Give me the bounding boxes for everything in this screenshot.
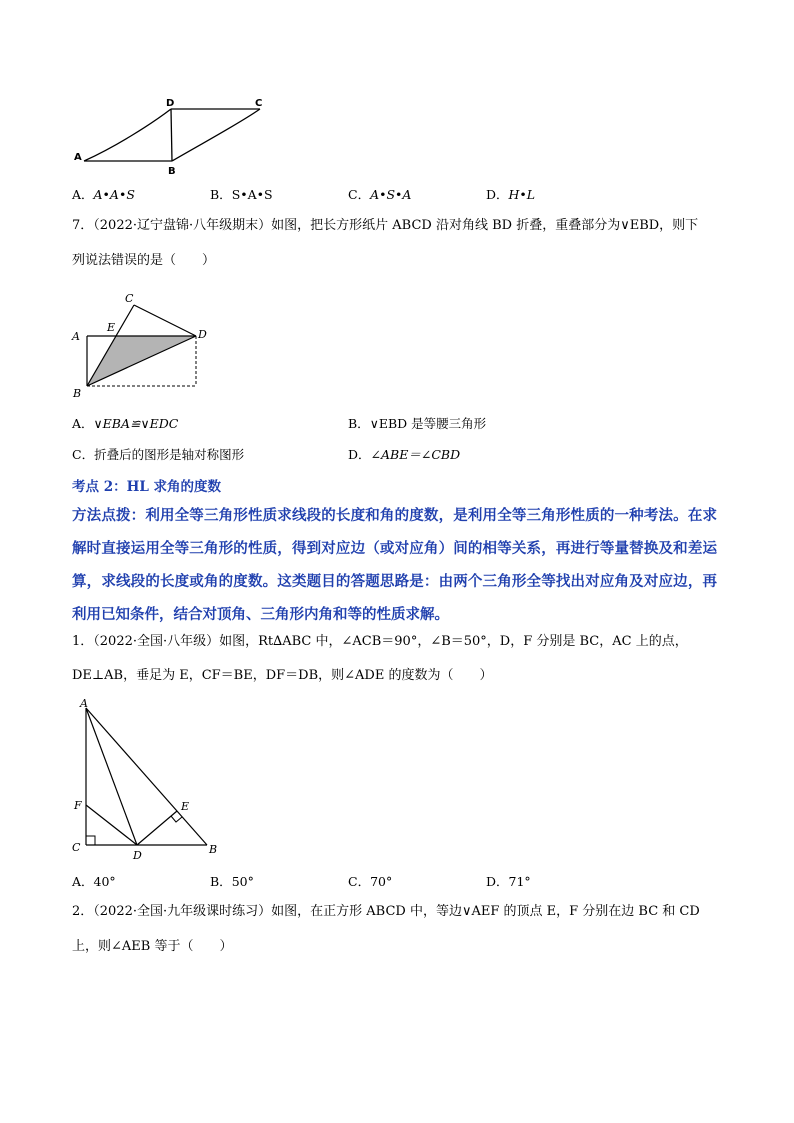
q7-stem-line1: 7．（2022·辽宁盘锦·八年级期末）如图，把长方形纸片 ABCD 沿对角线 BD 折叠，重叠部分为∨EBD，则下 [72, 218, 699, 233]
q6-label-b: B [168, 166, 176, 177]
q6-option-a[interactable]: A．A•A•S [72, 187, 135, 202]
q6-option-b[interactable]: B．S•A•S [210, 187, 273, 202]
q1-label-a: A [80, 697, 88, 710]
q1-side-ab [86, 708, 207, 845]
q1-label-b: B [209, 843, 218, 856]
q7-stem-line2: 列说法错误的是（ ） [72, 253, 216, 268]
q7-label-a: A [72, 330, 80, 343]
q7-label-d: D [198, 328, 207, 341]
q7-option-c[interactable]: C．折叠后的图形是轴对称图形 [72, 447, 245, 462]
figure-q6 [70, 95, 280, 177]
q1-option-a[interactable]: A．40° [72, 874, 116, 889]
q1-label-f: F [74, 799, 82, 812]
section-title-kaodian2: 考点 2：HL 求角的度数 [72, 479, 222, 495]
q1-right-angle-c [86, 836, 95, 845]
q6-label-a: A [74, 152, 82, 163]
q6-curve-bc [172, 109, 260, 161]
q1-label-d: D [133, 849, 142, 862]
q1-option-c[interactable]: C．70° [348, 874, 393, 889]
q7-option-d[interactable]: D．∠ABE＝∠CBD [348, 447, 461, 462]
q1-label-c: C [72, 841, 81, 854]
q7-line-cd [134, 305, 196, 336]
q7-option-a[interactable]: A．∨EBA≌∨EDC [72, 416, 179, 431]
q7-label-c: C [125, 292, 134, 305]
figure-q1 [65, 697, 230, 862]
q6-option-d[interactable]: D．H•L [486, 187, 536, 202]
q1-option-d[interactable]: D．71° [486, 874, 531, 889]
q7-label-e: E [107, 321, 116, 334]
q1-stem-line1: 1．（2022·全国·八年级）如图，Rt∆ABC 中，∠ACB＝90°，∠B＝50°，D，F 分别是 BC，AC 上的点， [72, 634, 688, 649]
q6-curve-ad [84, 109, 171, 161]
q6-option-c[interactable]: C．A•S•A [348, 187, 412, 202]
q6-line-db [171, 109, 172, 161]
q7-option-b[interactable]: B．∨EBD 是等腰三角形 [348, 416, 487, 431]
q2-stem-line1: 2．（2022·全国·九年级课时练习）如图，在正方形 ABCD 中，等边∨AEF 的顶点 E，F 分别在边 BC 和 CD [72, 904, 700, 919]
q2-stem-line2: 上，则∠AEB 等于（ ） [72, 939, 233, 954]
q1-label-e: E [181, 800, 190, 813]
q7-label-b: B [73, 387, 82, 400]
q6-label-c: C [255, 98, 263, 109]
figure-q7 [65, 290, 220, 402]
method-tip-paragraph: 方法点拨：利用全等三角形性质求线段的长度和角的度数，是利用全等三角形性质的一种考法。在求解时直接运用全等三角形的性质，得到对应边（或对应角）间的相等关系，再进行等量替换及和差运算，求线段的长度或角的度数。这类题目的答题思路是：由两个三角形全等找出对应角及对应边，再利用已知条件，结合对顶角、三角形内角和等的性质求解。 [72, 507, 717, 623]
q1-right-angle-e [171, 816, 182, 822]
q1-stem-line2: DE⊥AB，垂足为 E，CF＝BE，DF＝DB，则∠ADE 的度数为（ ） [72, 668, 493, 683]
q6-label-d: D [166, 98, 175, 109]
q1-option-b[interactable]: B．50° [210, 874, 254, 889]
